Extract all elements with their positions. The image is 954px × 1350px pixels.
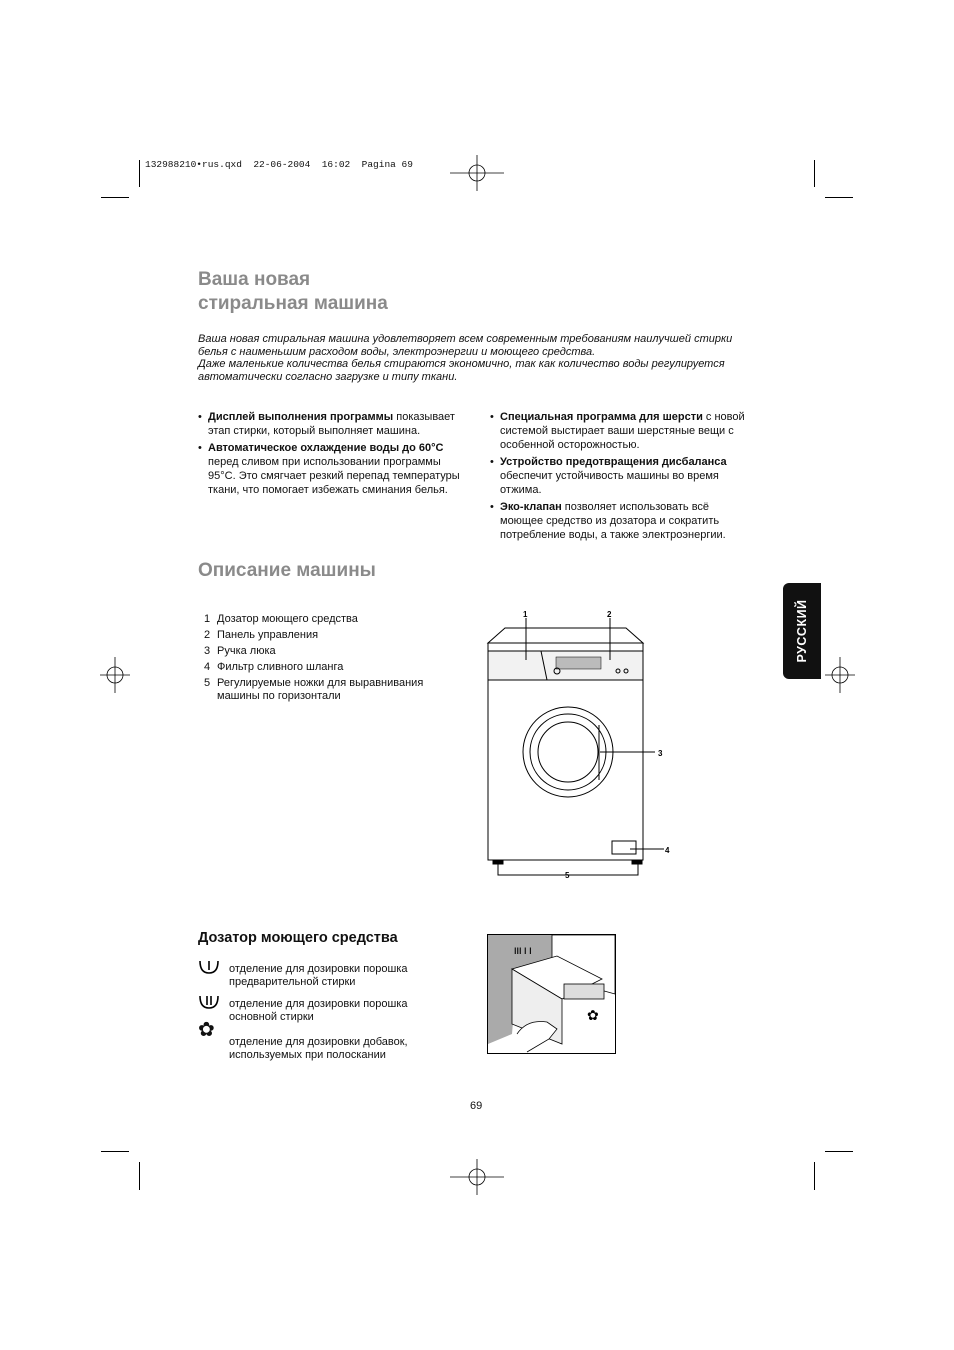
intro-line: Даже маленькие количества белья стираются экономично, так как количество воды регулируется (198, 358, 725, 371)
item-number: 5 (204, 677, 211, 689)
list-item (204, 659, 447, 675)
item-text: Регулируемые ножки для выравнивания машины по горизонтали (217, 676, 424, 702)
feature-text: позволяет использовать всё моющее средство из дозатора и сократить потребление воды, а также электроэнергии. (500, 501, 726, 541)
callout-5: 5 (565, 871, 570, 880)
feature-item (198, 441, 468, 497)
mainwash-compartment-icon (198, 994, 222, 1012)
callout-2: 2 (607, 610, 612, 619)
feature-text: перед сливом при использовании программы 95°C. Это смягчает резкий перепад температуры ткани, что помогает избежать сминания белья. (208, 456, 460, 496)
print-slug: 132988210•rus.qxd 22-06-2004 16:02 Pagina 69 (145, 159, 413, 170)
feature-item (490, 410, 752, 452)
feature-text: с новой системой выстирает ваши шерстяные вещи с особенной осторожностью. (500, 411, 745, 451)
item-number: 4 (204, 661, 211, 673)
feature-text: показывает этап стирки, который выполняет машина. (208, 411, 455, 437)
item-text: отделение для дозировки порошка предварительной стирки (229, 963, 408, 988)
item-text: отделение для дозировки порошка основной стирки (229, 998, 408, 1023)
intro-paragraph (198, 333, 758, 383)
item-number: 3 (204, 645, 211, 657)
dispenser-illustration (487, 934, 616, 1054)
item-number: 1 (204, 613, 211, 625)
list-item (204, 627, 447, 643)
title-line: Ваша новая (198, 269, 311, 290)
item-text: Ручка люка (217, 644, 276, 657)
item-number: 2 (204, 629, 211, 641)
feature-name: Устройство предотвращения дисбаланса (500, 456, 727, 468)
item-text: отделение для дозировки добавок, используемых при полоскании (229, 1036, 408, 1061)
item-text: Фильтр сливного шланга (217, 660, 344, 673)
dispenser-heading: Дозатор моющего средства (198, 930, 398, 946)
features-right (490, 410, 752, 545)
feature-text: обеспечит устойчивость машины во время отжима. (500, 470, 719, 496)
feature-item (490, 455, 752, 497)
callout-3: 3 (658, 749, 663, 758)
feature-name: Дисплей выполнения программы (208, 411, 394, 423)
section-title-machine-description: Описание машины (198, 560, 376, 581)
flower-softener-icon: ✿ (198, 1019, 215, 1041)
language-tab-label: РУССКИЙ (795, 599, 809, 663)
intro-line: автоматически согласно загрузке и типу ткани. (198, 370, 458, 383)
section-title-new-machine (198, 268, 388, 316)
feature-name: Автоматическое охлаждение воды до 60°C (208, 442, 444, 454)
svg-text:ǀǀǀ ǀ ǀ: ǀǀǀ ǀ ǀ (514, 946, 532, 956)
language-tab (783, 583, 821, 679)
item-text: Дозатор моющего средства (217, 612, 358, 625)
feature-item (490, 500, 752, 542)
list-item (204, 675, 447, 704)
features-left (198, 410, 468, 500)
title-line: стиральная машина (198, 293, 388, 314)
feature-name: Специальная программа для шерсти (500, 411, 703, 423)
list-item (204, 611, 447, 627)
callout-1: 1 (523, 610, 528, 619)
feature-name: Эко-клапан (500, 501, 562, 513)
prewash-compartment-icon (198, 959, 222, 977)
item-text: Панель управления (217, 628, 319, 641)
list-item (204, 643, 447, 659)
parts-list (204, 611, 447, 704)
page-number: 69 (470, 1100, 483, 1112)
washing-machine-diagram (480, 605, 680, 885)
feature-item (198, 410, 468, 438)
intro-line: Ваша новая стиральная машина удовлетворяет всем современным требованиям наилучшей стирки (198, 333, 733, 345)
callout-4: 4 (665, 846, 670, 855)
svg-text:✿: ✿ (587, 1007, 599, 1023)
intro-line: белья с наименьшим расходом воды, электроэнергии и моющего средства. (198, 345, 596, 358)
